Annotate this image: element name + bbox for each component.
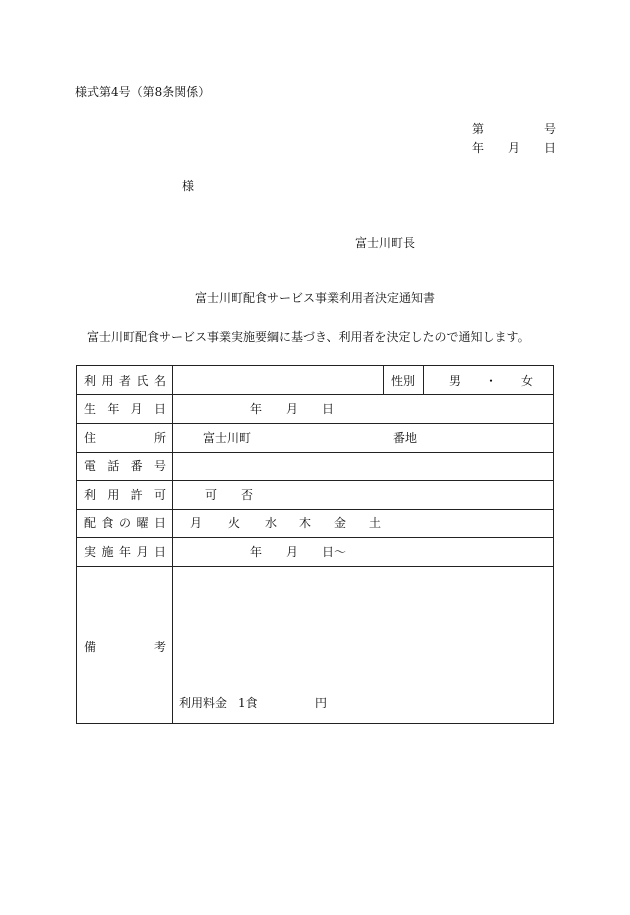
sex-column-divider: [423, 366, 424, 394]
fee-currency: 円: [315, 696, 328, 710]
delivery-days-label: 配 食 の 曜 日: [84, 516, 166, 530]
date-month: 月: [507, 141, 520, 155]
form-number: 様式第4号（第8条関係）: [75, 85, 211, 99]
start-year-unit: 年: [250, 545, 263, 559]
row-divider: [77, 480, 553, 481]
sex-label: 性別: [391, 374, 416, 388]
fee-unit: 1食: [238, 696, 258, 710]
permit-option-no[interactable]: 否: [241, 488, 254, 502]
permit-label: 利 用 許 可: [84, 488, 166, 502]
day-option-fri[interactable]: 金: [334, 516, 347, 530]
day-option-sat[interactable]: 土: [369, 516, 382, 530]
permit-option-yes[interactable]: 可: [205, 488, 218, 502]
number-suffix: 号: [543, 122, 556, 136]
birth-date-label: 生 年 月 日: [84, 402, 166, 416]
sex-option-female[interactable]: 女: [520, 374, 533, 388]
addressee-suffix: 様: [182, 179, 195, 193]
birth-month-unit: 月: [286, 402, 299, 416]
fee-label: 利用料金: [179, 696, 228, 710]
start-date-label: 実 施 年 月 日: [84, 545, 166, 559]
day-option-thu[interactable]: 木: [299, 516, 312, 530]
sex-column-divider: [383, 366, 384, 394]
issue-date-line: [472, 142, 556, 154]
name-label: 利 用 者 氏 名: [84, 374, 166, 388]
sex-separator: ・: [484, 374, 497, 388]
row-divider: [77, 566, 553, 567]
remarks-label: 備 考: [84, 640, 166, 654]
date-day: 日: [543, 141, 556, 155]
address-label: 住 所: [84, 431, 166, 445]
day-option-wed[interactable]: 水: [265, 516, 278, 530]
issuer-name: 富士川町長: [355, 236, 416, 250]
label-column-divider: [172, 366, 173, 723]
row-divider: [77, 394, 553, 395]
start-month-unit: 月: [286, 545, 299, 559]
row-divider: [77, 509, 553, 510]
phone-label: 電 話 番 号: [84, 459, 166, 473]
address-town: 富士川町: [203, 431, 252, 445]
document-title: 富士川町配食サービス事業利用者決定通知書: [194, 291, 435, 305]
birth-year-unit: 年: [250, 402, 263, 416]
number-prefix: 第: [472, 122, 485, 136]
sex-options[interactable]: [449, 375, 533, 387]
birth-day-unit: 日: [322, 402, 335, 416]
document-body: 富士川町配食サービス事業実施要綱に基づき、利用者を決定したので通知します。: [87, 330, 530, 344]
day-option-tue[interactable]: 火: [228, 516, 241, 530]
day-option-mon[interactable]: 月: [190, 516, 203, 530]
notice-table: [76, 365, 554, 724]
row-divider: [77, 423, 553, 424]
document-number-line: [472, 123, 556, 135]
sex-option-male[interactable]: 男: [449, 374, 462, 388]
start-day-unit: 日〜: [322, 545, 347, 559]
date-year: 年: [472, 141, 485, 155]
row-divider: [77, 537, 553, 538]
address-suffix: 番地: [393, 431, 418, 445]
row-divider: [77, 452, 553, 453]
